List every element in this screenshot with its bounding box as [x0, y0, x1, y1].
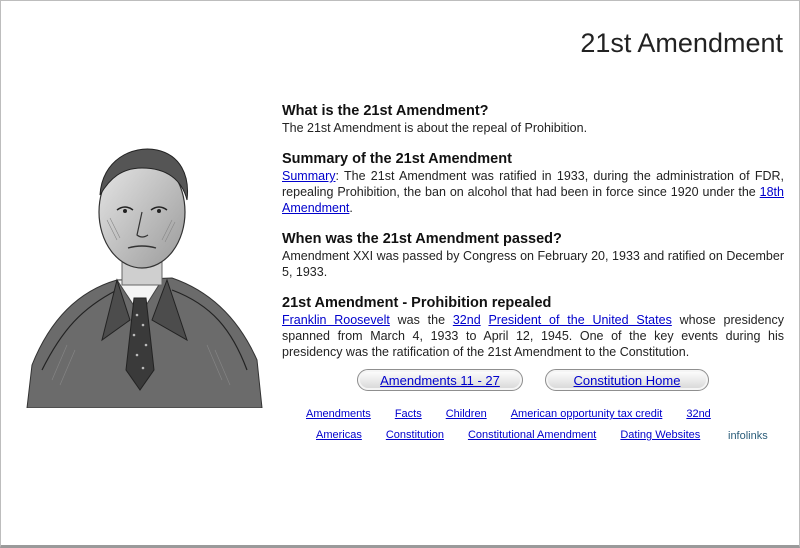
franklin-roosevelt-link[interactable]: Franklin Roosevelt [282, 313, 390, 327]
32nd-link[interactable]: 32nd [452, 313, 481, 327]
ad-link-children[interactable]: Children [445, 408, 487, 420]
constitution-home-button[interactable]: Constitution Home [545, 369, 709, 391]
section-when-passed [282, 231, 784, 280]
section-prohibition-repealed [282, 295, 784, 360]
president-link[interactable]: President of the United States [488, 313, 672, 327]
summary-text: : The 21st Amendment was ratified in 1933, during the administration of FDR, repealing Prohibition, the ban on alcohol that had been in force since 1920 under the [282, 169, 784, 199]
ad-link-32nd[interactable]: 32nd [686, 408, 711, 420]
amendments-11-27-button[interactable]: Amendments 11 - 27 [357, 369, 523, 391]
section-text [282, 168, 784, 216]
section-text [282, 312, 784, 360]
inline-text: was the [389, 313, 453, 327]
ad-link-constitution[interactable]: Constitution [385, 429, 444, 441]
summary-link[interactable]: Summary [282, 169, 336, 183]
ad-link-amendments[interactable]: Amendments [306, 408, 371, 420]
ad-links-row-1 [282, 408, 792, 420]
18th-amendment-link[interactable]: 18th Amendment [282, 185, 784, 215]
page-title: 21st Amendment [580, 28, 783, 58]
infolinks-logo[interactable]: infolinks [728, 430, 768, 442]
section-text: Amendment XXI was passed by Congress on February 20, 1933 and ratified on December 5, 1933. [282, 249, 784, 279]
section-heading: Summary of the 21st Amendment [282, 151, 512, 167]
ad-link-americas[interactable]: Americas [316, 429, 362, 441]
section-heading: What is the 21st Amendment? [282, 103, 489, 119]
inline-text: whose presidency spanned from March 4, 1933 to April 12, 1945. One of the key events during his presidency was the ratification of the 21st Amendment to the Constitution. [282, 313, 785, 359]
section-heading: 21st Amendment - Prohibition repealed [282, 295, 552, 311]
fdr-portrait-image [22, 140, 267, 408]
ad-links [282, 408, 792, 450]
ad-link-dating-websites[interactable]: Dating Websites [620, 429, 701, 441]
ad-link-facts[interactable]: Facts [394, 408, 422, 420]
summary-end: . [349, 201, 353, 215]
ad-links-row-2 [282, 429, 792, 441]
nav-buttons [357, 369, 709, 391]
section-heading: When was the 21st Amendment passed? [282, 231, 562, 247]
main-content [282, 103, 784, 375]
section-summary [282, 151, 784, 216]
ad-link-tax-credit[interactable]: American opportunity tax credit [510, 408, 663, 420]
section-text: The 21st Amendment is about the repeal of Prohibition. [282, 121, 588, 135]
section-what-is [282, 103, 784, 136]
ad-link-constitutional-amendment[interactable]: Constitutional Amendment [467, 429, 597, 441]
